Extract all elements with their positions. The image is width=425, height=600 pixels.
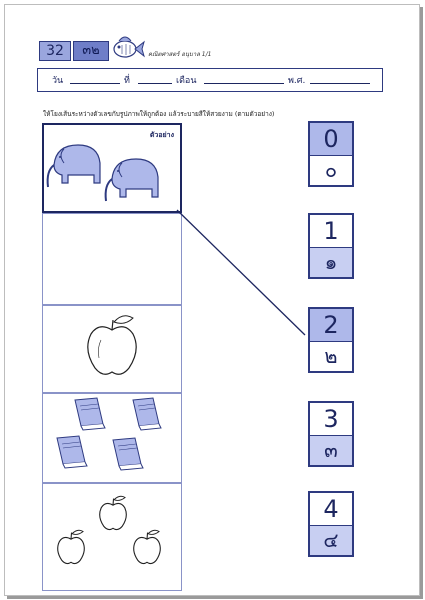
page-number: 32 <box>39 41 71 61</box>
day-label: วัน <box>52 76 64 86</box>
instruction-text: ให้โยงเส้นระหว่างตัวเลขกับรูปภาพให้ถูกต้อง แล้วระบายสีให้สวยงาม (ตามตัวอย่าง) <box>43 110 275 118</box>
page-number-thai: ๓๒ <box>73 41 109 61</box>
number-arabic: 4 <box>310 493 352 526</box>
number-arabic: 2 <box>310 309 352 342</box>
number-thai: ๐ <box>310 156 352 185</box>
month-label: เดือน <box>176 76 197 86</box>
number-arabic: 0 <box>310 123 352 156</box>
number-arabic: 3 <box>310 403 352 436</box>
date-label: ที่ <box>124 76 130 86</box>
number-thai: ๓ <box>310 436 352 465</box>
number-thai: ๑ <box>310 248 352 277</box>
number-thai: ๒ <box>310 342 352 371</box>
number-thai: ๔ <box>310 526 352 555</box>
number-arabic: 1 <box>310 215 352 248</box>
example-label: ตัวอย่าง <box>149 131 174 139</box>
worksheet-page <box>4 4 420 596</box>
subject-label: คณิตศาสตร์ อนุบาล 1/1 <box>148 51 212 58</box>
year-label: พ.ศ. <box>288 76 306 86</box>
example-connector-line <box>5 5 419 595</box>
